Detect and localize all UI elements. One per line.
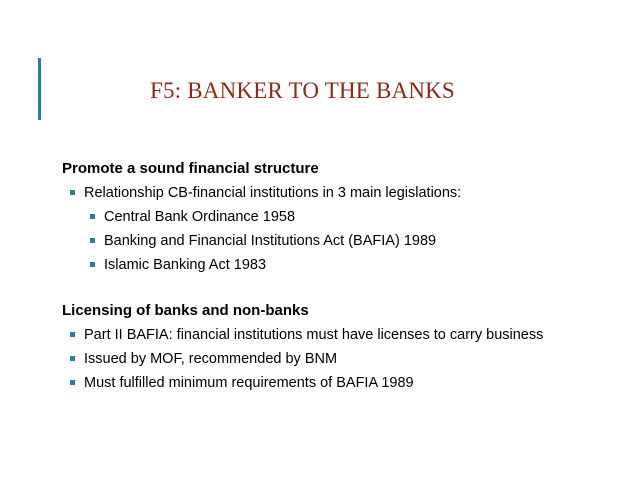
sub-bullet-item [90, 232, 622, 250]
bullet-text: Central Bank Ordinance 1958 [104, 209, 296, 225]
bullet-item [70, 374, 622, 392]
square-bullet-icon [70, 190, 75, 195]
square-bullet-icon [90, 214, 95, 219]
section-financial-structure [62, 160, 622, 274]
slide-title: F5: BANKER TO THE BANKS [150, 78, 455, 103]
square-bullet-icon [70, 356, 75, 361]
square-bullet-icon [90, 262, 95, 267]
section-licensing [62, 302, 622, 392]
square-bullet-icon [70, 380, 75, 385]
slide-content [62, 160, 622, 398]
bullet-text: Part II BAFIA: financial institutions must have licenses to carry business [84, 327, 544, 343]
bullet-item [70, 350, 622, 368]
accent-bar [38, 58, 41, 120]
bullet-item [70, 184, 622, 202]
bullet-text: Must fulfilled minimum requirements of BAFIA 1989 [84, 375, 414, 391]
square-bullet-icon [70, 332, 75, 337]
section-heading: Licensing of banks and non-banks [62, 302, 309, 319]
section-heading: Promote a sound financial structure [62, 160, 319, 177]
bullet-text: Islamic Banking Act 1983 [104, 257, 267, 273]
bullet-text: Banking and Financial Institutions Act (BAFIA) 1989 [104, 233, 437, 249]
square-bullet-icon [90, 238, 95, 243]
bullet-text: Relationship CB-financial institutions in 3 main legislations: [84, 185, 462, 201]
bullet-text: Issued by MOF, recommended by BNM [84, 351, 338, 367]
bullet-item [70, 326, 622, 344]
sub-bullet-item [90, 208, 622, 226]
sub-bullet-item [90, 256, 622, 274]
